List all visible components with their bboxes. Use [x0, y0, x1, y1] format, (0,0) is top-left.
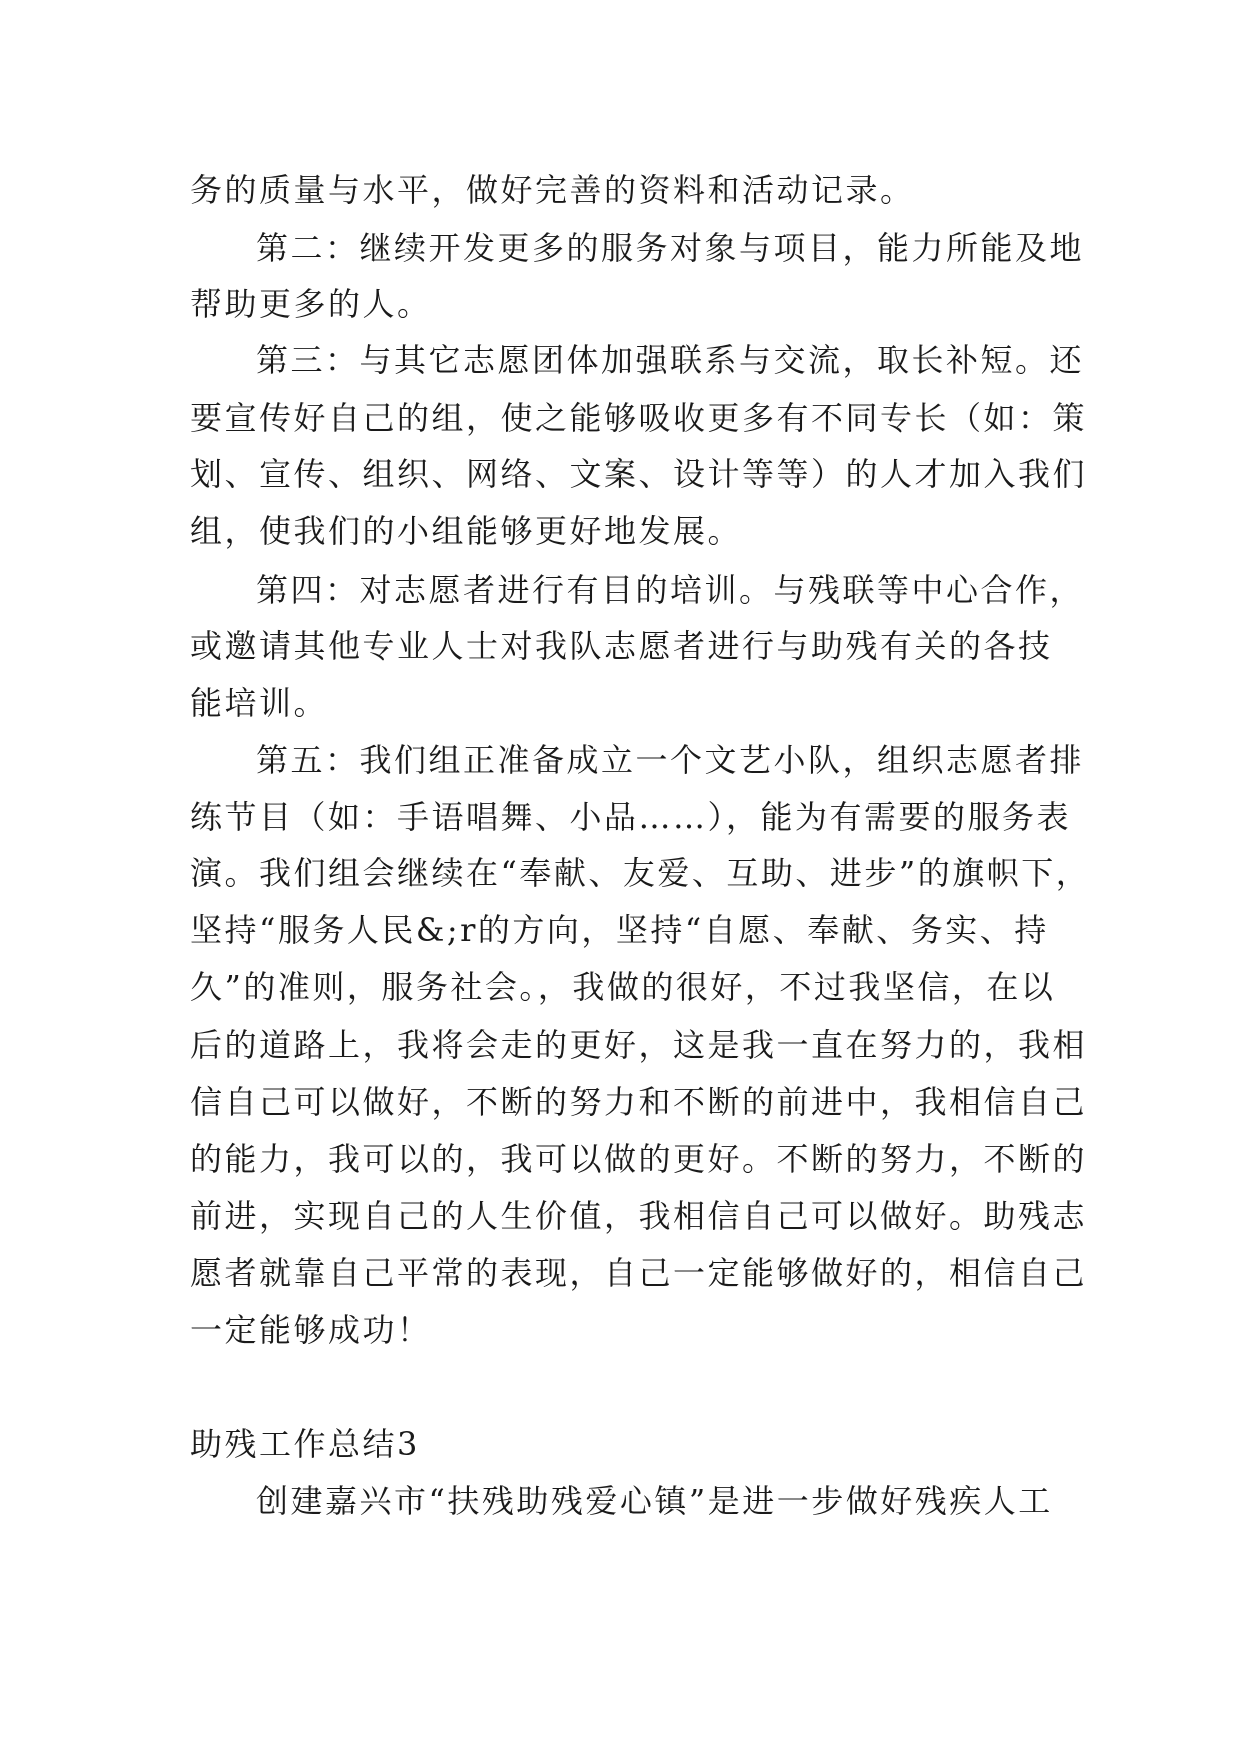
section-heading: 助残工作总结3	[190, 1425, 420, 1463]
paragraph-line: 练节目（如：手语唱舞、小品……），能为有需要的服务表	[190, 798, 1072, 836]
paragraph-line: 演。我们组会继续在“奉献、友爱、互助、进步”的旗帜下，	[190, 854, 1091, 892]
paragraph-line: 或邀请其他专业人士对我队志愿者进行与助残有关的各技	[190, 627, 1053, 665]
paragraph-line: 坚持“服务人民&;r的方向，坚持“自愿、奉献、务实、持	[190, 911, 1049, 949]
paragraph-line: 的能力，我可以的，我可以做的更好。不断的努力，不断的	[190, 1140, 1088, 1178]
paragraph-line: 组，使我们的小组能够更好地发展。	[190, 512, 743, 550]
paragraph-line: 第三：与其它志愿团体加强联系与交流，取长补短。还	[256, 341, 1085, 379]
paragraph-line: 愿者就靠自己平常的表现，自己一定能够做好的，相信自己	[190, 1254, 1088, 1292]
paragraph-line: 务的质量与水平，做好完善的资料和活动记录。	[190, 171, 915, 209]
paragraph-line: 前进，实现自己的人生价值，我相信自己可以做好。助残志	[190, 1197, 1088, 1235]
paragraph-line: 信自己可以做好，不断的努力和不断的前进中，我相信自己	[190, 1083, 1088, 1121]
paragraph-line: 要宣传好自己的组，使之能够吸收更多有不同专长（如：策	[190, 399, 1088, 437]
paragraph-line: 久”的准则，服务社会。，我做的很好，不过我坚信，在以	[190, 968, 1056, 1006]
paragraph-line: 后的道路上，我将会走的更好，这是我一直在努力的，我相	[190, 1026, 1088, 1064]
paragraph-line: 第五：我们组正准备成立一个文艺小队，组织志愿者排	[256, 741, 1085, 779]
paragraph-line: 第四：对志愿者进行有目的培训。与残联等中心合作，	[256, 571, 1085, 609]
paragraph-line: 能培训。	[190, 684, 329, 722]
paragraph-line: 一定能够成功！	[190, 1311, 432, 1349]
paragraph-line: 第二：继续开发更多的服务对象与项目，能力所能及地	[256, 229, 1085, 267]
paragraph-line: 创建嘉兴市“扶残助残爱心镇”是进一步做好残疾人工	[256, 1482, 1053, 1520]
paragraph-line: 划、宣传、组织、网络、文案、设计等等）的人才加入我们	[190, 455, 1088, 493]
paragraph-line: 帮助更多的人。	[190, 285, 432, 323]
